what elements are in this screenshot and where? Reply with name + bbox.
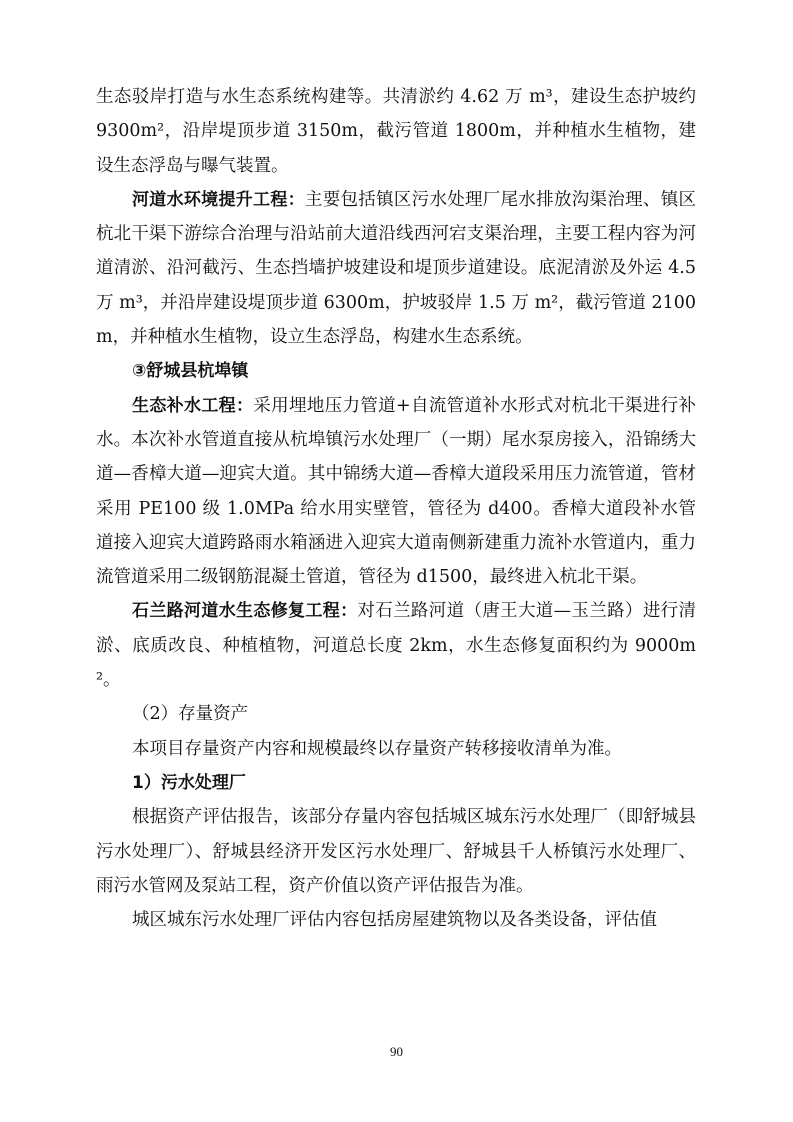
- paragraph-asset-evaluation: 根据资产评估报告，该部分存量内容包括城区城东污水处理厂（即舒城县污水处理厂）、舒城县经济开发区污水处理厂、舒城县千人桥镇污水处理厂、雨污水管网及泵站工程，资产价值以资产评估报告为准。: [96, 807, 696, 896]
- shilan-road-river-body: 对石兰路河道（唐王大道—玉兰路）进行清淤、底质改良、种植植物，河道总长度 2km，水生态修复面积约为 9000m²。: [96, 601, 697, 691]
- paragraph-ecological-revetment: 生态驳岸打造与水生态系统构建等。共清淤约 4.62 万 m³，建设生态护坡约 9300m²，沿岸堤顶步道 3150m，截污管道 1800m，并种植水生植物，建设生态浮岛与曝气装置。: [96, 87, 696, 176]
- paragraph-ecological-water-supply: [96, 389, 696, 595]
- paragraph-chengdong-plant: 城区城东污水处理厂评估内容包括房屋建筑物以及各类设备，评估值: [132, 910, 657, 931]
- ecological-water-supply-title: 生态补水工程：: [132, 395, 254, 416]
- paragraph-river-water-improvement: [96, 183, 696, 354]
- heading-sewage-plant: 1）污水处理厂: [132, 772, 246, 793]
- heading-hangbu-town: ③舒城县杭埠镇: [132, 361, 249, 382]
- river-water-improvement-title: 河道水环境提升工程：: [132, 189, 305, 210]
- paragraph-shilan-road-river: [96, 594, 696, 697]
- heading-existing-assets: （2）存量资产: [132, 704, 249, 725]
- shilan-road-river-title: 石兰路河道水生态修复工程：: [132, 601, 358, 622]
- body-text: [96, 80, 696, 937]
- page-number: 90: [390, 1044, 403, 1059]
- river-water-improvement-body: 主要包括镇区污水处理厂尾水排放沟渠治理、镇区杭北干渠下游综合治理与沿站前大道沿线西河宕支渠治理，主要工程内容为河道清淤、沿河截污、生态挡墙护坡建设和堤顶步道建设。底泥清淤及外运 4.5 万 m³，并沿岸建设堤顶步道 6300m，护坡驳岸 1.5 万 m²，截污管道 2100m，并种植水生植物，设立生态浮岛，构建水生态系统。: [96, 189, 697, 348]
- paragraph-existing-assets-scope: 本项目存量资产内容和规模最终以存量资产转移接收清单为准。: [132, 738, 622, 759]
- ecological-water-supply-body: 采用埋地压力管道+自流管道补水形式对杭北干渠进行补水。本次补水管道直接从杭埠镇污水处理厂（一期）尾水泵房接入，沿锦绣大道—香樟大道—迎宾大道。其中锦绣大道—香樟大道段采用压力流管道，管材采用 PE100 级 1.0MPa 给水用实壁管，管径为 d400。香樟大道段补水管道接入迎宾大道跨路雨水箱涵进入迎宾大道南侧新建重力流补水管道内，重力流管道采用二级钢筋混凝土管道，管径为 d1500，最终进入杭北干渠。: [96, 395, 697, 588]
